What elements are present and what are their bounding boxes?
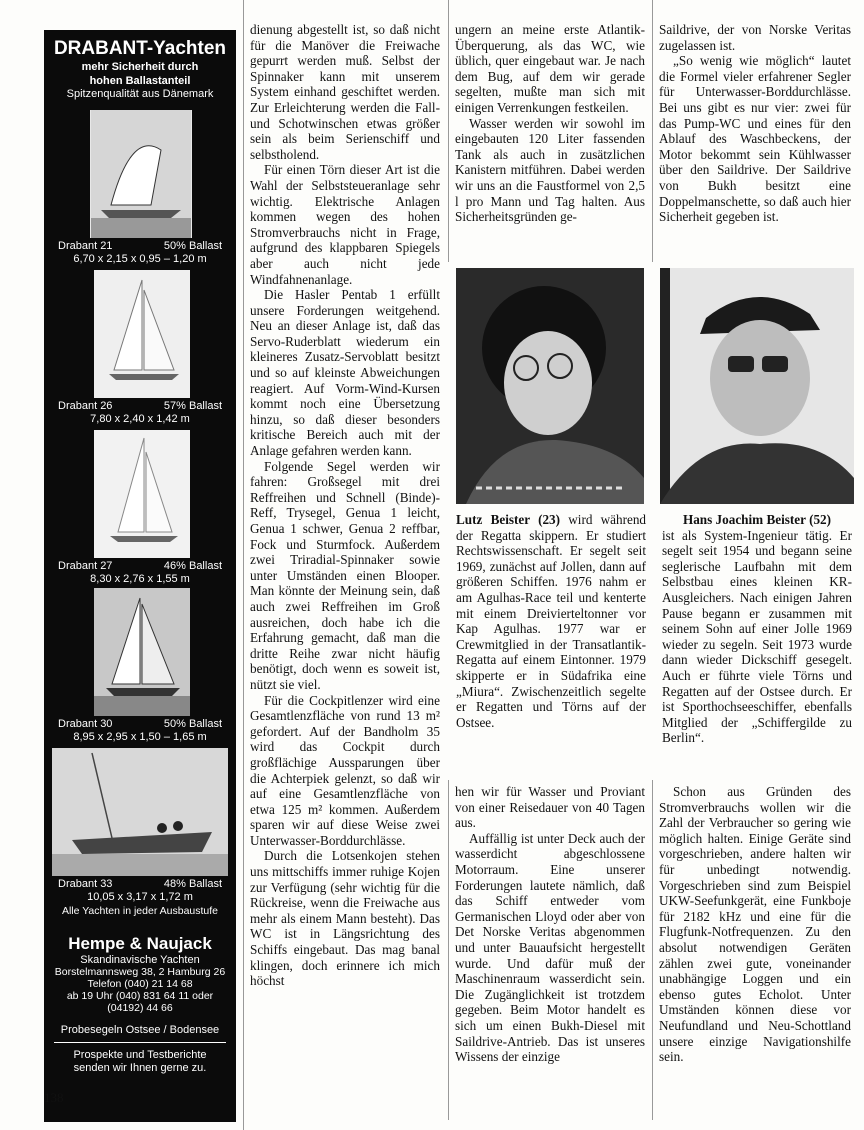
column-rule-2-top <box>448 0 449 262</box>
bio-hans-joachim-beister <box>662 512 852 746</box>
boat-name: Drabant 21 <box>58 240 113 252</box>
drabant-26-caption <box>58 400 222 412</box>
column-rule-2-bottom <box>448 780 449 1120</box>
dealer-phone-2: ab 19 Uhr (040) 831 64 11 oder <box>66 990 214 1002</box>
column-rule-3-bottom <box>652 780 653 1120</box>
drabant-27-caption <box>58 560 222 572</box>
drabant-30-dims: 8,95 x 2,95 x 1,50 – 1,65 m <box>73 731 207 743</box>
paragraph: Auffällig ist unter Deck auch der wasserdicht abgeschlossene Motorraum. Eine unserer Forderungen lautete nämlich, daß das Schiff entweder vom Germanischen Lloyd oder aber von Det Norske Veritas abgenommen und unter Bauaufsicht hergestellt wurde. Und dafür muß der Maschinenraum wasserdicht sein. Die Zugänglichkeit ist trotzdem gegeben. Beim Motor handelt es sich um einen Bukh-Diesel mit Saildrive-Antrieb. Das ist unseres Wissens der einzige <box>455 830 645 1065</box>
portrait-lutz-beister <box>456 268 644 504</box>
boat-ballast: 46% Ballast <box>163 560 222 572</box>
column-rule-3-top <box>652 0 653 262</box>
article-column-2-bottom <box>455 784 645 1065</box>
drabant-advertisement <box>44 30 236 1122</box>
paragraph: dienung abgestellt ist, so daß nicht für die Manöver die Freiwache gepurrt werden muß. Selbst der Spinnaker kann mit unserem System einhand geschiftet werden. Zur Erleichterung werden die Fall- und Schotwinschen etwas größer sein als beim Serienschiff und selbstholend. <box>250 22 440 162</box>
brochure-line-2: senden wir Ihnen gerne zu. <box>73 1062 207 1074</box>
drabant-30-photo <box>94 588 190 716</box>
drabant-30-caption <box>58 718 222 730</box>
ad-subtitle-3: Spitzenqualität aus Dänemark <box>66 88 214 100</box>
paragraph: Für die Cockpitlenzer wird eine Gesamtlenzfläche von rund 13 m² gefordert. Auf der Bandholm 35 wird das Cockpit durch großflächige Aussparungen über die Achterpiek gelenzt, so daß wir auf eine Gesamtlenzfläche von etwa 125 m² kommen. Außerdem sparen wir auf diese Weise zwei Unterwasser-Borddurchlässe. <box>250 692 440 848</box>
article-column-3-bottom <box>659 784 851 1065</box>
dealer-phone-3: (04192) 44 66 <box>107 1002 173 1014</box>
dealer-phone-1: Telefon (040) 21 14 68 <box>87 978 193 990</box>
drabant-33-photo <box>52 748 228 876</box>
trial-sailing: Probesegeln Ostsee / Bodensee <box>60 1024 220 1036</box>
drabant-21-photo <box>90 110 192 238</box>
page-number: 138 <box>44 1090 64 1105</box>
paragraph: Für einen Törn dieser Art ist die Wahl der Selbststeueranlage sehr wichtig. Elektrische Anlagen kommen wegen des hohen Stromverbrauchs nicht in Frage, aufgrund des klappbaren Spiegels aber auch nicht jede Windfahnenanlage. <box>250 162 440 287</box>
article-column-1 <box>250 22 440 989</box>
boat-ballast: 50% Ballast <box>163 240 222 252</box>
boat-name: Drabant 27 <box>58 560 113 572</box>
bio-text: wird während der Regatta skippern. Er studiert Rechtswissenschaft. Er segelt seit 1969, zunächst auf Jollen, dann auf größeren Schiffen. 1976 nahm er am Agulhas-Race teil und kenterte mit einem Dreivierteltonner vor Kap Agulhas. 1977 war er Crewmitglied in der Transatlantik-Regatta auf einem Eintonner. 1979 skipperte er in Südafrika eine „Miura“. Zwischenzeitlich segelte er Regatten und Törns auf der Ostsee. <box>456 512 647 730</box>
drabant-27-dims: 8,30 x 2,76 x 1,55 m <box>90 573 190 585</box>
paragraph: Wasser werden wir sowohl im eingebauten 120 Liter fassenden Tank als auch in zusätzlichen Kanistern mitführen. Dabei werden wir uns an die Faustformel von 2,5 l pro Mann und Tag halten. Aus Sicherheitsgründen ge- <box>455 115 645 225</box>
bio-lutz-beister <box>456 512 646 730</box>
paragraph: Saildrive, der von Norske Veritas zugelassen ist. <box>659 22 851 53</box>
bio-name: Hans Joachim Beister (52) <box>682 512 832 527</box>
portrait-hans-joachim-beister <box>660 268 854 504</box>
article-column-3-top <box>659 22 851 225</box>
article-column-2-top <box>455 22 645 225</box>
drabant-33-dims: 10,05 x 3,17 x 1,72 m <box>87 891 193 903</box>
dealer-name: Hempe & Naujack <box>68 934 212 953</box>
drabant-21-caption <box>58 240 222 252</box>
paragraph: hen wir für Wasser und Proviant von einer Reisedauer von 40 Tagen aus. <box>455 784 645 831</box>
paragraph: „So wenig wie möglich“ lautet die Formel vieler erfahrener Segler für Unterwasser-Borddurchlässe. Bei uns gibt es nur vier: zwei für das Pump-WC und eines für den Ablauf des Waschbeckens, der Motor bekommt sein Kühlwasser über den Saildrive. Der Saildrive von Bukh besitzt eine Doppelmanschette, so daß auch hier Sicherheit gegeben ist. <box>659 53 851 225</box>
column-rule-1 <box>243 0 244 1130</box>
dealer-subtitle: Skandinavische Yachten <box>80 954 200 966</box>
dealer-address: Borstelmannsweg 38, 2 Hamburg 26 <box>54 966 226 978</box>
boat-name: Drabant 30 <box>58 718 113 730</box>
boat-name: Drabant 33 <box>58 878 113 890</box>
paragraph: Die Hasler Pentab 1 erfüllt unsere Forderungen weitgehend. Neu an dieser Anlage ist, daß das Servo-Ruderblatt wiederum ein kleineres Zusatz-Servoblatt besitzt und so auf kleinste Abweichungen reagiert. Auf Vorm-Wind-Kursen kommt noch eine Übersetzung hinzu, so daß dieser besonders kritische Bereich auch mit der Anlage gefahren werden kann. <box>250 287 440 459</box>
drabant-26-dims: 7,80 x 2,40 x 1,42 m <box>90 413 190 425</box>
paragraph: Durch die Lotsenkojen stehen uns mittschiffs immer ruhige Kojen zur Verfügung (sehr wichtig für die Rückreise, wenn die Freiwache aus mehr als einem Mann besteht). Das WC ist in Längsrichtung des Schiffs eingebaut. Das mag banal klingen, doch erinnere ich mich höchst <box>250 848 440 989</box>
drabant-21-dims: 6,70 x 2,15 x 0,95 – 1,20 m <box>73 253 207 265</box>
drabant-27-photo <box>94 430 190 558</box>
brochure-line-1: Prospekte und Testberichte <box>73 1049 207 1061</box>
ad-divider <box>54 1042 226 1043</box>
dealer-block <box>44 934 236 1075</box>
ad-title: DRABANT-Yachten <box>53 38 227 59</box>
ad-subtitle-1: mehr Sicherheit durch <box>81 61 199 73</box>
drabant-33-caption <box>58 878 222 890</box>
boat-ballast: 50% Ballast <box>163 718 222 730</box>
drabant-26-photo <box>94 270 190 398</box>
boat-name: Drabant 26 <box>58 400 113 412</box>
paragraph: ungern an meine erste Atlantik-Überquerung, als das WC, wie üblich, quer eingebaut war. Je nach dem Bug, auf dem wir gerade segelten, mußte man sich mit einigen Verrenkungen festkeilen. <box>455 22 645 115</box>
boat-ballast: 48% Ballast <box>163 878 222 890</box>
boat-ballast: 57% Ballast <box>163 400 222 412</box>
bio-text: ist als System-Ingenieur tätig. Er segelt seit 1954 und begann seine seglerische Laufbahn mit dem Selbstbau eines kleinen KR-Ausgleichers. Nach einigen Jahren Pause begann er zusammen mit seinem Sohn auf einer Jolle 1969 wieder zu segeln. Seit 1973 wurde dann wieder Dickschiff gesegelt. Auch er führte viele Törns und Regatten auf der Ostsee durch. Er ist Sporthochseeschiffer, ebenfalls Mitglied der „Schiffergilde zu Berlin“. <box>662 527 852 746</box>
paragraph: Folgende Segel werden wir fahren: Großsegel mit drei Reffreihen und Schnell (Binde)-Reff, Trysegel, Genua 1 leicht, Genua 1 schwer, Genua 2 reffbar, Fock und Sturmfock. Außerdem zwei Triradial-Spinnaker sowie unter Umständen einen Blooper. Man könnte der Meinung sein, daß auch zwei Reffreihen im Groß ausreichen, doch habe ich die Erfahrung gemacht, daß man die dritte Reihe zwar nicht häufig benötigt, doch wenn es soweit ist, nützt sie viel. <box>250 458 440 692</box>
bio-name: Lutz Beister (23) <box>456 512 561 527</box>
ad-subtitle-2: hohen Ballastanteil <box>89 75 191 87</box>
all-yachts-note: Alle Yachten in jeder Ausbaustufe <box>61 905 219 917</box>
paragraph: Schon aus Gründen des Stromverbrauchs wollen wir die Zahl der Verbraucher so gering wie möglich halten. Einige Geräte sind vorgeschrieben, andere halten wir für unbedingt notwendig. Vorgeschrieben sind zum Beispiel UKW-Seefunkgerät, eine Funkboje für 2182 kHz und eine für die Flugfunk-Notfrequenzen. Zu den absolut notwendigen Geräten zählen zwei gute, voneinander unabhängige Loggen und ein ebenso gutes Echolot. Unter Umständen können diese vor Neufundland und Neu-Schottland unsere einzige Navigationshilfe sein. <box>659 784 851 1065</box>
